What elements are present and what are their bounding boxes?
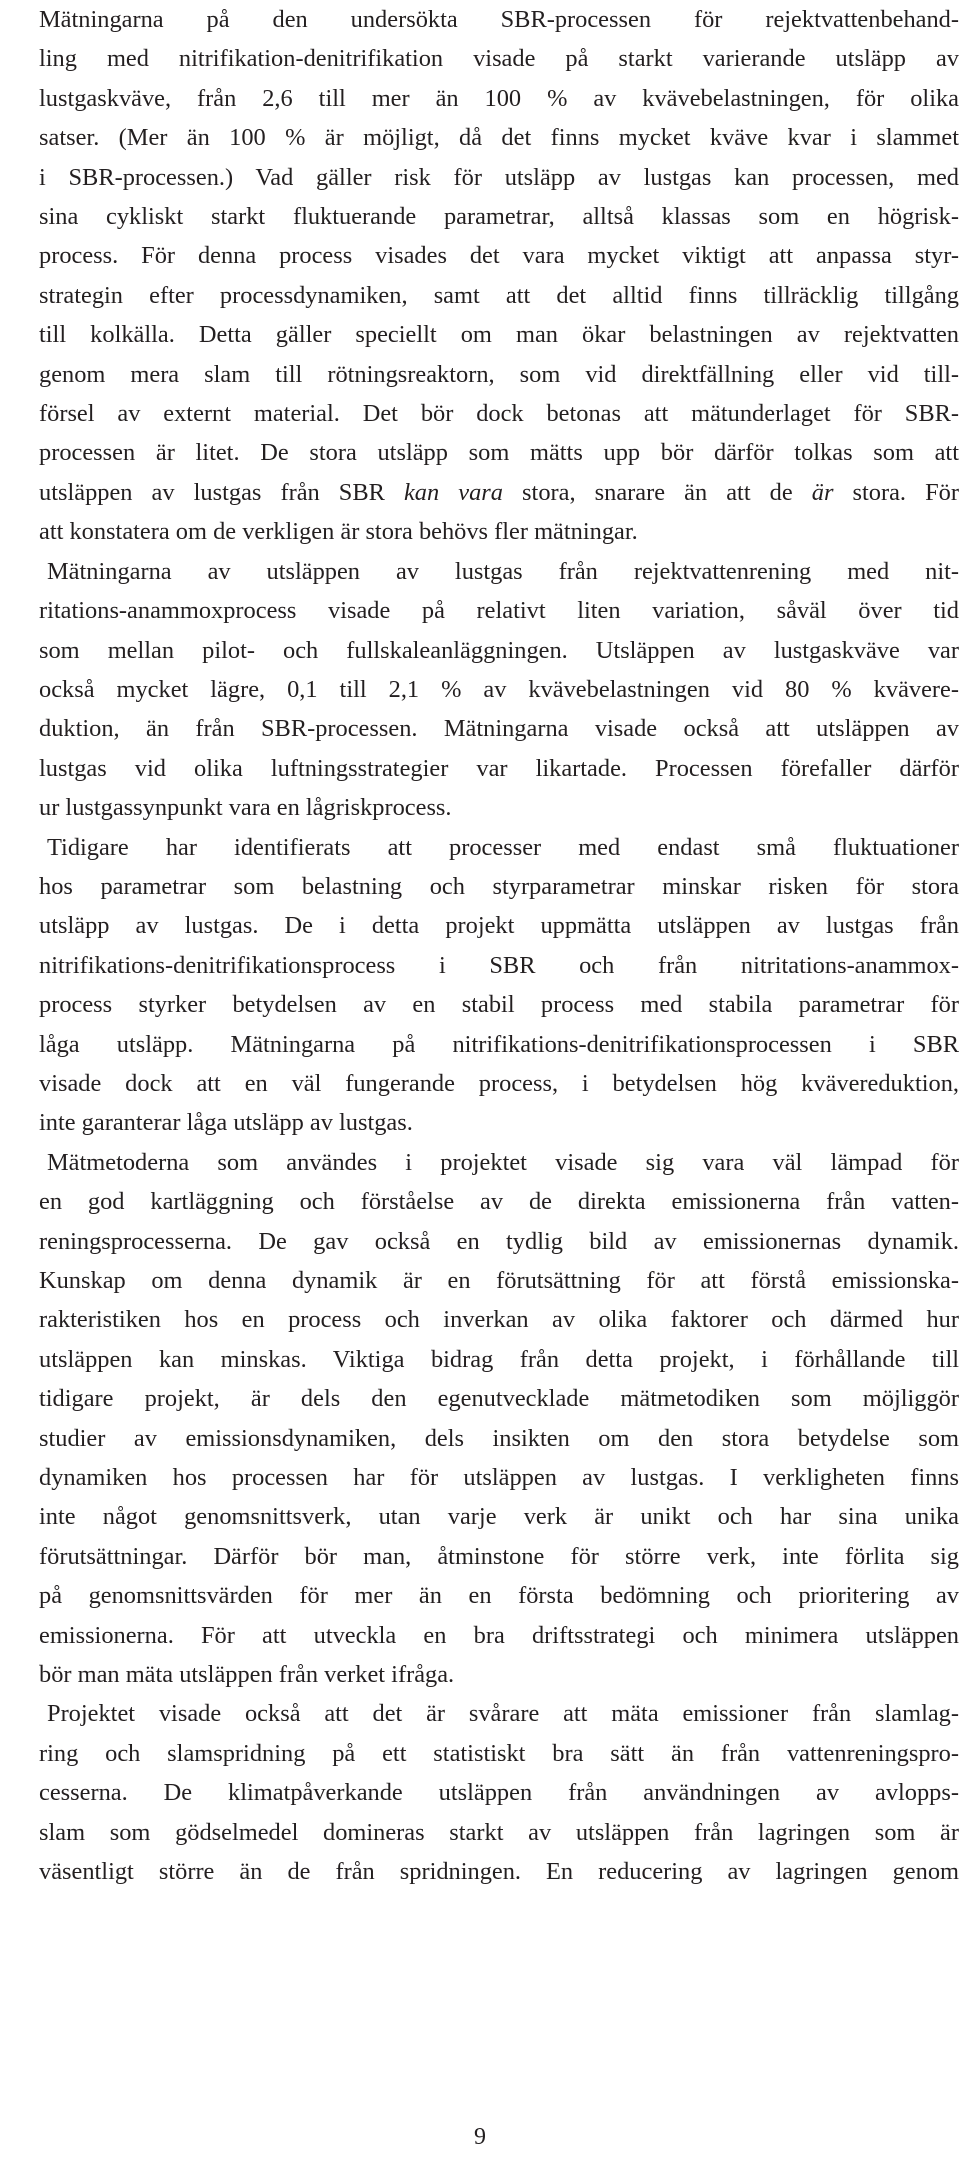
text-line: sina cykliskt starkt fluktuerande parametrar, alltså klassas som en högrisk-: [39, 203, 959, 231]
text-line: duktion, än från SBR-processen. Mätningarna visade också att utsläppen av: [39, 715, 959, 743]
page-number: 9: [474, 2124, 486, 2150]
text-line: att konstatera om de verkligen är stora behövs fler mätningar.: [39, 518, 638, 546]
text-line: utsläpp av lustgas. De i detta projekt uppmätta utsläppen av lustgas från: [39, 912, 959, 940]
paragraph: [39, 1694, 959, 1891]
document-body: [39, 0, 959, 1892]
text-line: dynamiken hos processen har för utsläppen av lustgas. I verkligheten finns: [39, 1464, 959, 1492]
text-line: också mycket lägre, 0,1 till 2,1 % av kvävebelastningen vid 80 % kvävere-: [39, 675, 959, 703]
text-line: ur lustgassynpunkt vara en lågriskprocess.: [39, 794, 452, 822]
text-line: lustgas vid olika luftningsstrategier var likartade. Processen förefaller därför: [39, 754, 959, 782]
text-line: nitrifikations-denitrifikationsprocess i SBR och från nitritations-anammox-: [39, 951, 959, 979]
text-line: cesserna. De klimatpåverkande utsläppen från användningen av avlopps-: [39, 1779, 959, 1807]
text-line: som mellan pilot- och fullskaleanläggningen. Utsläppen av lustgaskväve var: [39, 636, 959, 664]
text-line: utsläppen kan minskas. Viktiga bidrag från detta projekt, i förhållande till: [39, 1345, 959, 1373]
text-line: Tidigare har identifierats att processer med endast små fluktuationer: [47, 833, 959, 861]
text-line: ling med nitrifikation-denitrifikation visade på starkt varierande utsläpp av: [39, 45, 959, 73]
text-line: genom mera slam till rötningsreaktorn, som vid direktfällning eller vid till-: [39, 360, 959, 388]
text-line: utsläppen av lustgas från SBR kan vara stora, snarare än att de är stora. För: [39, 478, 959, 506]
text-line: Mätningarna av utsläppen av lustgas från rejektvattenrening med nit-: [47, 557, 959, 585]
text-line: försel av externt material. Det bör dock betonas att mätunderlaget för SBR-: [39, 400, 959, 428]
text-line: en god kartläggning och förståelse av de direkta emissionerna från vatten-: [39, 1188, 959, 1216]
text-line: processen är litet. De stora utsläpp som mätts upp bör därför tolkas som att: [39, 439, 959, 467]
text-line: låga utsläpp. Mätningarna på nitrifikations-denitrifikationsprocessen i SBR: [39, 1030, 959, 1058]
text-line: visade dock att en väl fungerande process, i betydelsen hög kvävereduktion,: [39, 1069, 959, 1097]
text-line: process styrker betydelsen av en stabil process med stabila parametrar för: [39, 991, 959, 1019]
text-line: ritations-anammoxprocess visade på relativt liten variation, såväl över tid: [39, 597, 959, 625]
paragraph: [39, 0, 959, 552]
text-line: förutsättningar. Därför bör man, åtminstone för större verk, inte förlita sig: [39, 1542, 959, 1570]
paragraph: [39, 828, 959, 1143]
emphasis: kan vara: [403, 478, 503, 506]
text-line: Kunskap om denna dynamik är en förutsättning för att förstå emissionska-: [39, 1267, 959, 1294]
text-line: inte något genomsnittsverk, utan varje verk är unikt och har sina unika: [39, 1503, 959, 1531]
emphasis: är: [811, 478, 834, 506]
text-line: rakteristiken hos en process och inverkan av olika faktorer och därmed hur: [39, 1306, 959, 1334]
paragraph: [39, 552, 959, 828]
text-line: Projektet visade också att det är svårare att mäta emissioner från slamlag-: [47, 1700, 959, 1728]
paragraph: [39, 1143, 959, 1695]
text-line: slam som gödselmedel domineras starkt av utsläppen från lagringen som är: [39, 1818, 959, 1846]
text-line: strategin efter processdynamiken, samt att det alltid finns tillräcklig tillgång: [39, 281, 959, 309]
text-line: ring och slamspridning på ett statistiskt bra sätt än från vattenreningspro-: [39, 1739, 959, 1767]
text-line: på genomsnittsvärden för mer än en första bedömning och prioritering av: [39, 1582, 959, 1610]
text-line: reningsprocesserna. De gav också en tydlig bild av emissionernas dynamik.: [39, 1227, 959, 1255]
text-line: väsentligt större än de från spridningen. En reducering av lagringen genom: [39, 1858, 959, 1886]
text-line: process. För denna process visades det vara mycket viktigt att anpassa styr-: [39, 242, 959, 270]
text-line: till kolkälla. Detta gäller speciellt om man ökar belastningen av rejektvatten: [39, 321, 959, 349]
text-line: hos parametrar som belastning och styrparametrar minskar risken för stora: [39, 872, 959, 900]
text-line: satser. (Mer än 100 % är möjligt, då det finns mycket kväve kvar i slammet: [39, 124, 959, 152]
text-line: lustgaskväve, från 2,6 till mer än 100 % av kvävebelastningen, för olika: [39, 84, 959, 112]
text-line: bör man mäta utsläppen från verket ifråga.: [39, 1661, 455, 1689]
text-line: Mätningarna på den undersökta SBR-processen för rejektvattenbehand-: [39, 6, 959, 33]
text-line: inte garanterar låga utsläpp av lustgas.: [39, 1109, 413, 1137]
text-line: studier av emissionsdynamiken, dels insikten om den stora betydelse som: [39, 1424, 959, 1452]
text-line: tidigare projekt, är dels den egenutvecklade mätmetodiken som möjliggör: [39, 1385, 959, 1413]
text-line: emissionerna. För att utveckla en bra driftsstrategi och minimera utsläppen: [39, 1621, 959, 1649]
text-line: Mätmetoderna som användes i projektet visade sig vara väl lämpad för: [47, 1148, 959, 1176]
text-flow: [39, 0, 959, 1892]
text-line: i SBR-processen.) Vad gäller risk för utsläpp av lustgas kan processen, med: [39, 163, 959, 191]
